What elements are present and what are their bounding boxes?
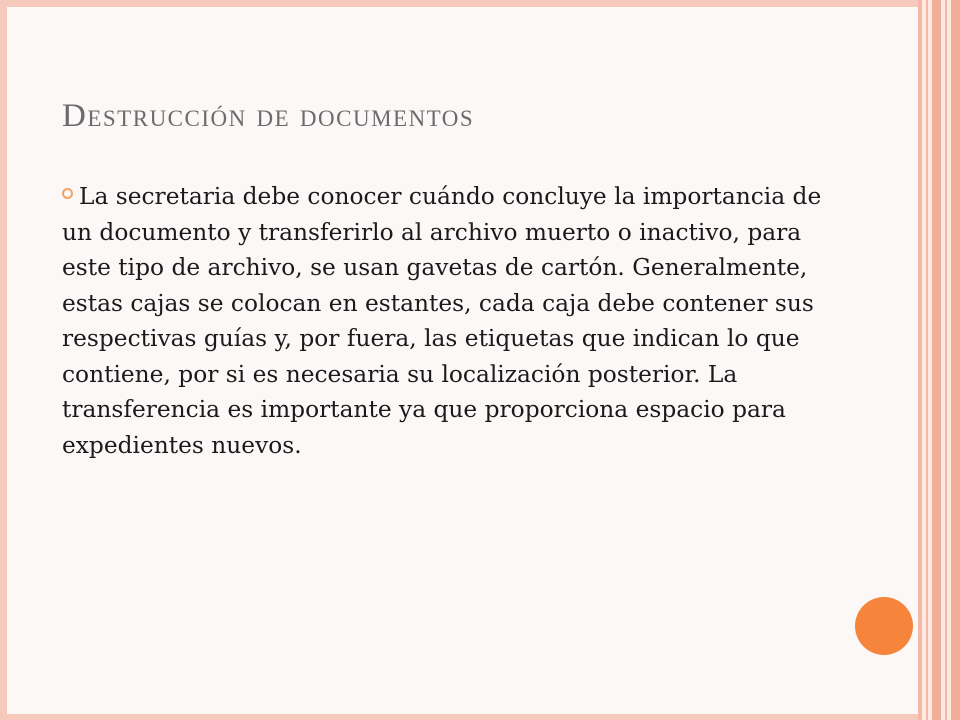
- bullet-circle-icon: [62, 188, 73, 199]
- stripe: [926, 0, 928, 720]
- stripe: [951, 0, 960, 720]
- decorative-stripes: [918, 0, 960, 720]
- slide-border-bottom: [0, 714, 918, 720]
- stripe: [918, 0, 922, 720]
- slide-border-top: [0, 0, 918, 7]
- bullet-item: [62, 179, 852, 463]
- decorative-circle-icon: [855, 597, 913, 655]
- bullet-text: La secretaria debe conocer cuándo concluye la importancia de un documento y transferirlo al archivo muerto o inactivo, para este tipo de archivo, se usan gavetas de cartón. Generalmente, estas cajas se colocan en estantes, cada caja debe contener sus respectivas guías y, por fuera, las etiquetas que indican lo que contiene, por si es necesaria su localización posterior. La transferencia es importante ya que proporciona espacio para expedientes nuevos.: [62, 183, 822, 459]
- stripe: [932, 0, 941, 720]
- slide-border-left: [0, 0, 7, 720]
- slide-title: Destrucción de documentos: [62, 98, 475, 134]
- stripe: [945, 0, 947, 720]
